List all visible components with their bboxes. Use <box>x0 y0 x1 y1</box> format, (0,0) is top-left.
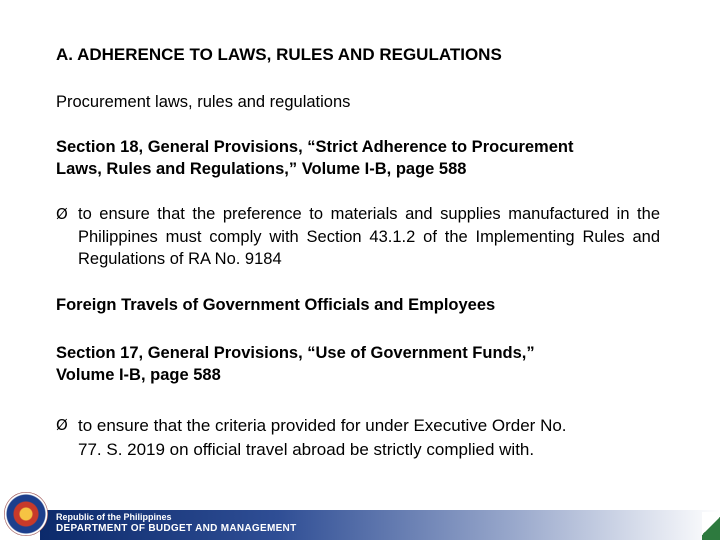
bullet-procurement-text: to ensure that the preference to materials and supplies manufactured in the Philippines must comply with Section 43.1.2 of the Implementing Rules and Regulations of RA No. 9184 <box>78 205 660 268</box>
section-17-line-2: Volume I-B, page 588 <box>56 366 221 384</box>
bullet-travel-line-1: to ensure that the criteria provided for under Executive Order No. <box>78 416 567 435</box>
slide-heading: A. ADHERENCE TO LAWS, RULES AND REGULATIONS <box>56 45 502 64</box>
arrow-bullet-icon: Ø <box>56 416 68 434</box>
section-17-reference <box>56 342 676 386</box>
bullet-procurement <box>56 203 660 271</box>
bullet-travel <box>56 414 660 462</box>
footer-department: DEPARTMENT OF BUDGET AND MANAGEMENT <box>56 523 297 534</box>
subheading-foreign-travels: Foreign Travels of Government Officials and Employees <box>56 296 496 314</box>
bullet-travel-text <box>78 414 660 462</box>
arrow-bullet-icon: Ø <box>56 205 68 223</box>
bullet-travel-line-2: 77. S. 2019 on official travel abroad be strictly complied with. <box>78 440 535 459</box>
footer-band <box>0 492 720 540</box>
section-17-line-1: Section 17, General Provisions, “Use of Government Funds,” <box>56 344 535 362</box>
section-18-line-2: Laws, Rules and Regulations,” Volume I-B, page 588 <box>56 160 467 178</box>
footer-corner-accent <box>702 512 720 540</box>
footer-republic: Republic of the Philippines <box>56 512 172 522</box>
section-18-line-1: Section 18, General Provisions, “Strict Adherence to Procurement <box>56 138 574 156</box>
subheading-procurement: Procurement laws, rules and regulations <box>56 93 351 111</box>
section-18-reference <box>56 136 676 180</box>
dbm-seal-icon <box>4 492 48 536</box>
